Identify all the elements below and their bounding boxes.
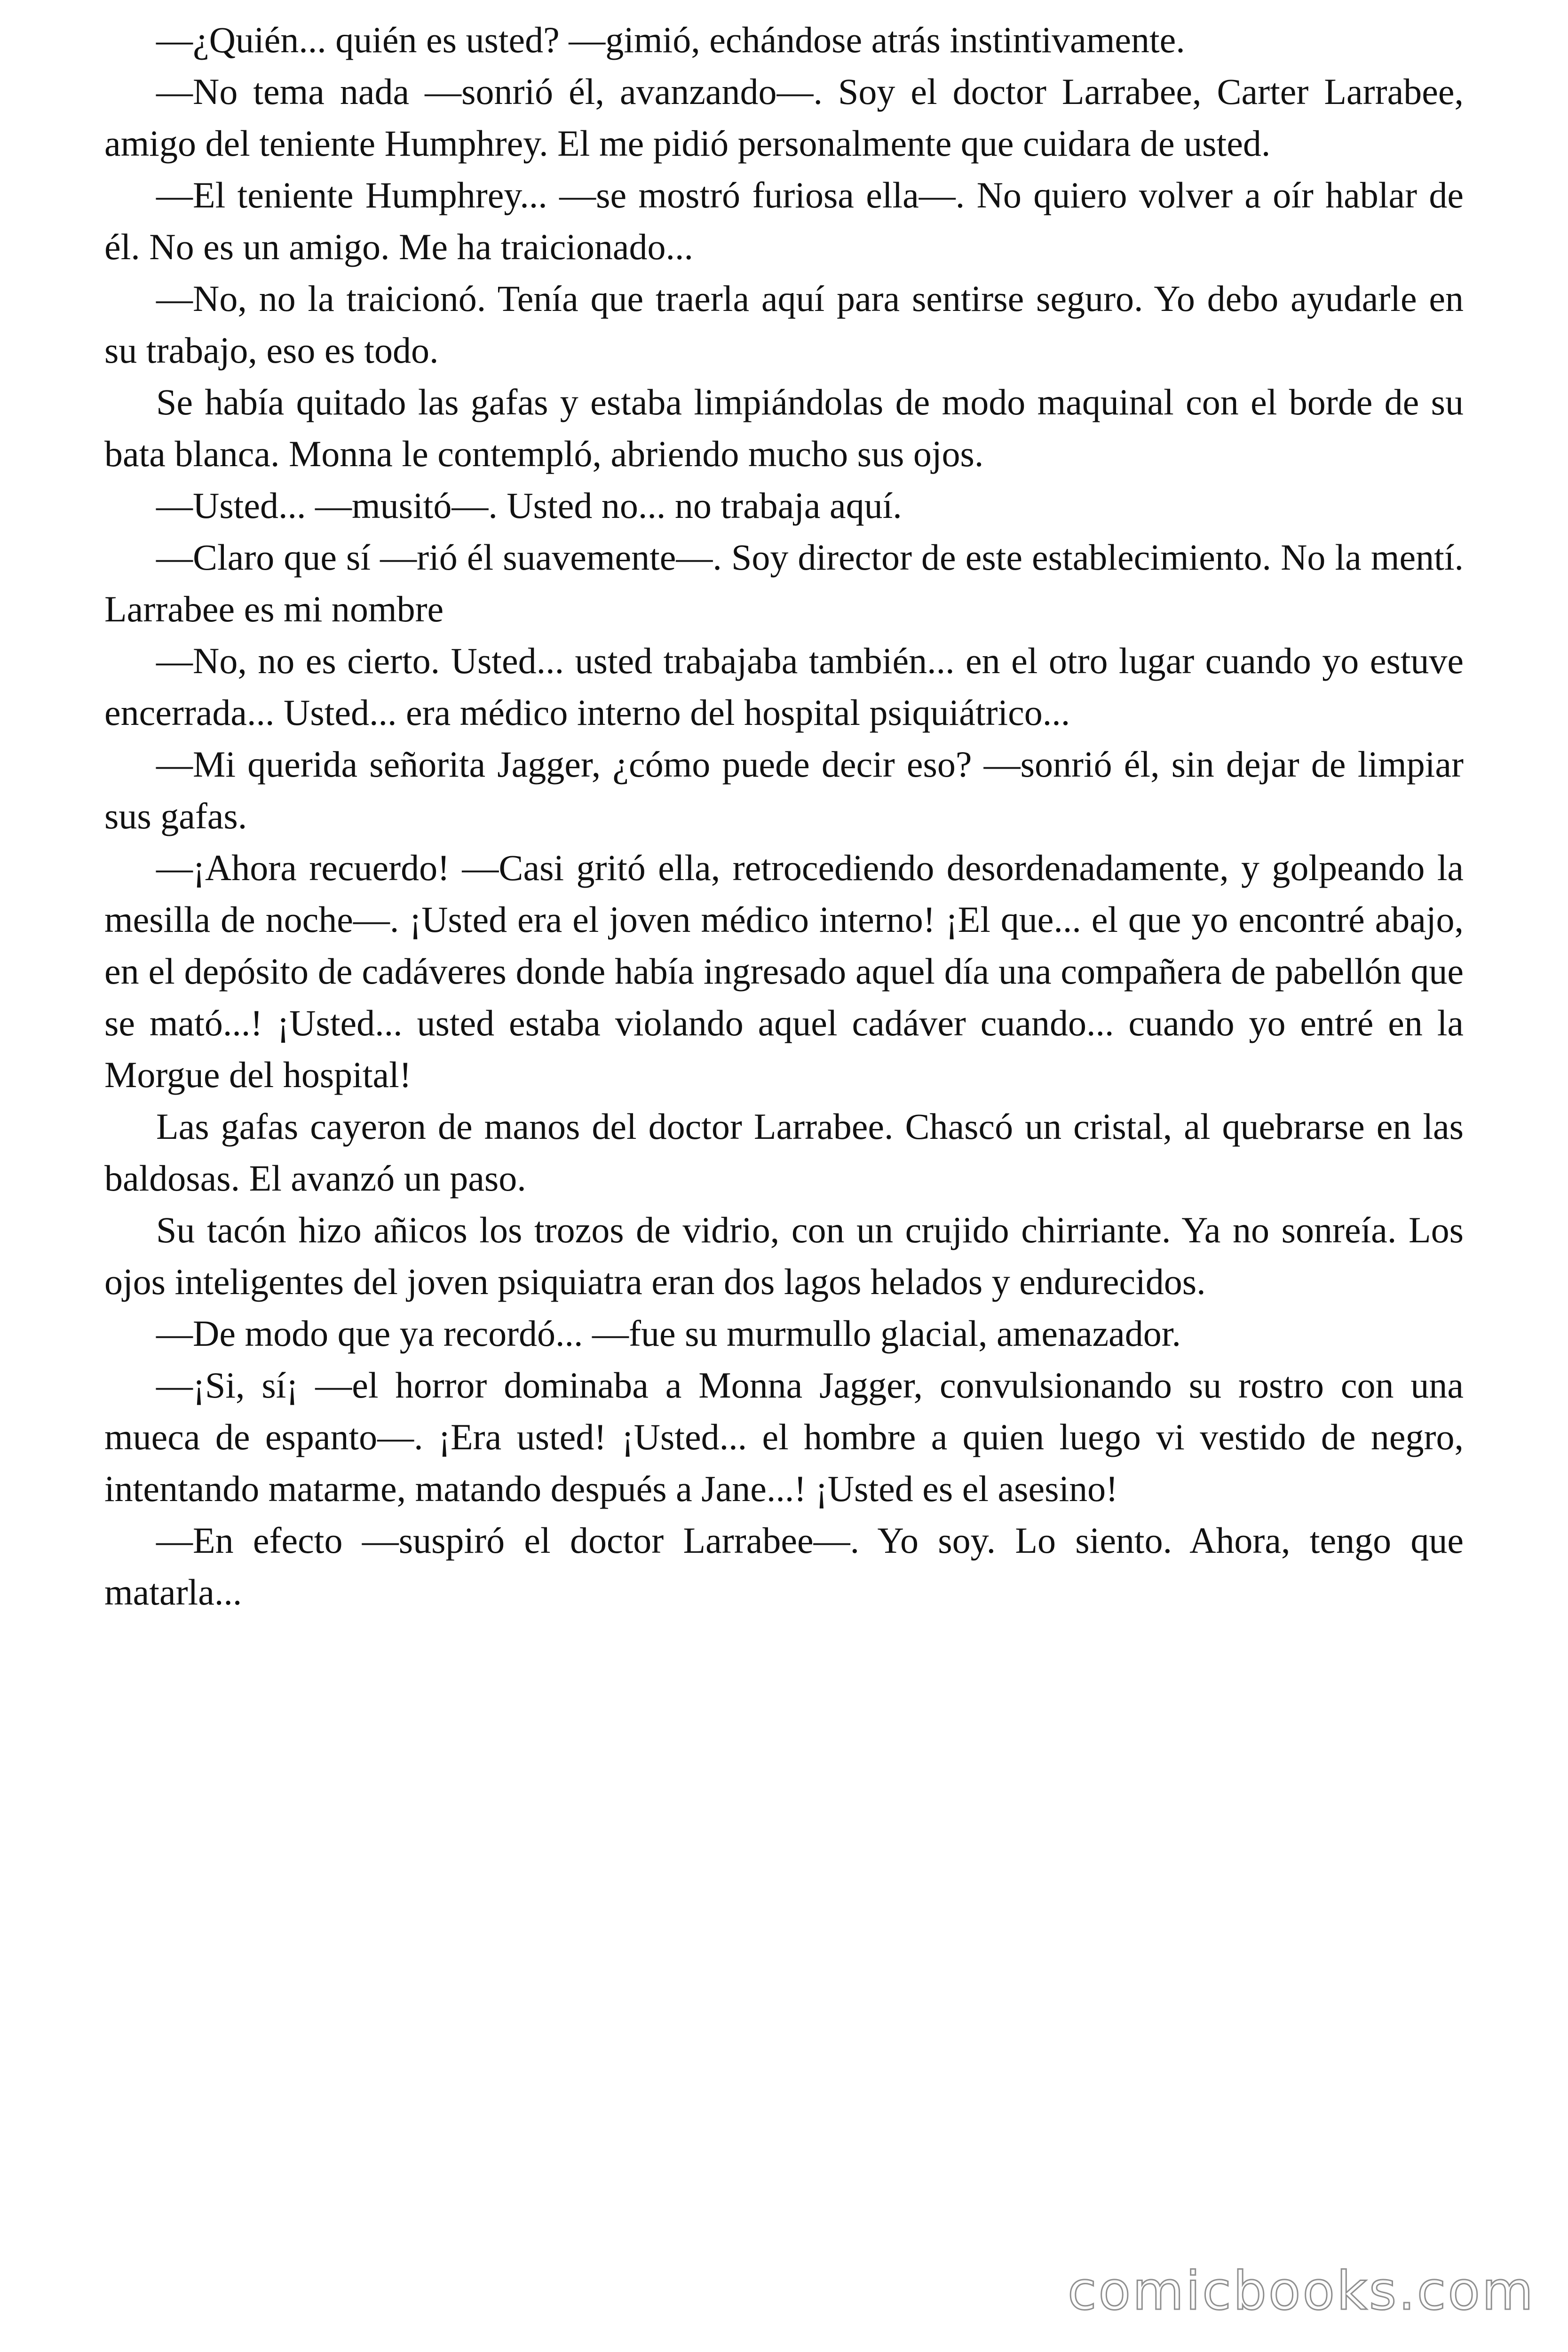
paragraph: Las gafas cayeron de manos del doctor Larrabee. Chascó un cristal, al quebrarse en las baldosas. El avanzó un paso. xyxy=(104,1106,1464,1199)
paragraph: —No, no es cierto. Usted... usted trabajaba también... en el otro lugar cuando yo estuve encerrada... Usted... era médico interno del hospital psiquiátrico... xyxy=(104,640,1464,733)
paragraph: Su tacón hizo añicos los trozos de vidrio, con un crujido chirriante. Ya no sonreía. Los ojos inteligentes del joven psiquiatra eran dos lagos helados y endurecidos. xyxy=(104,1209,1464,1302)
paragraph: —De modo que ya recordó... —fue su murmullo glacial, amenazador. xyxy=(156,1313,1181,1354)
paragraph: —Mi querida señorita Jagger, ¿cómo puede decir eso? —sonrió él, sin dejar de limpiar sus gafas. xyxy=(104,744,1464,836)
paragraph: —No, no la traicionó. Tenía que traerla aquí para sentirse seguro. Yo debo ayudarle en su trabajo, eso es todo. xyxy=(104,278,1464,371)
paragraph: —¡Ahora recuerdo! —Casi gritó ella, retrocediendo desordenadamente, y golpeando la mesilla de noche—. ¡Usted era el joven médico interno! ¡El que... el que yo encontré abajo, en el depósito de cadáveres donde había ingresado aquel día una compañera de pabellón que se mató...! ¡Usted... usted estaba violando aquel cadáver cuando... cuando yo entré en la Morgue del hospital! xyxy=(104,847,1464,1095)
body-text xyxy=(104,14,1464,1618)
paragraph: —No tema nada —sonrió él, avanzando—. Soy el doctor Larrabee, Carter Larrabee, amigo del teniente Humphrey. El me pidió personalmente que cuidara de usted. xyxy=(104,71,1464,164)
paragraph: —¿Quién... quién es usted? —gimió, echándose atrás instintivamente. xyxy=(156,19,1185,60)
paragraph: —Claro que sí —rió él suavemente—. Soy director de este establecimiento. No la mentí. Larrabee es mi nombre xyxy=(104,537,1464,629)
paragraph: Se había quitado las gafas y estaba limpiándolas de modo maquinal con el borde de su bata blanca. Monna le contempló, abriendo mucho sus ojos. xyxy=(104,381,1464,474)
paragraph: —En efecto —suspiró el doctor Larrabee—. Yo soy. Lo siento. Ahora, tengo que matarla... xyxy=(104,1520,1464,1613)
paragraph: —El teniente Humphrey... —se mostró furiosa ella—. No quiero volver a oír hablar de él. No es un amigo. Me ha traicionado... xyxy=(104,175,1464,267)
paragraph: —Usted... —musitó—. Usted no... no trabaja aquí. xyxy=(156,485,902,526)
watermark: comicbooks.com xyxy=(1067,2261,1535,2322)
paragraph: —¡Si, sí¡ —el horror dominaba a Monna Jagger, convulsionando su rostro con una mueca de espanto—. ¡Era usted! ¡Usted... el hombre a quien luego vi vestido de negro, intentando matarme, matando después a Jane...! ¡Usted es el asesino! xyxy=(104,1365,1464,1509)
